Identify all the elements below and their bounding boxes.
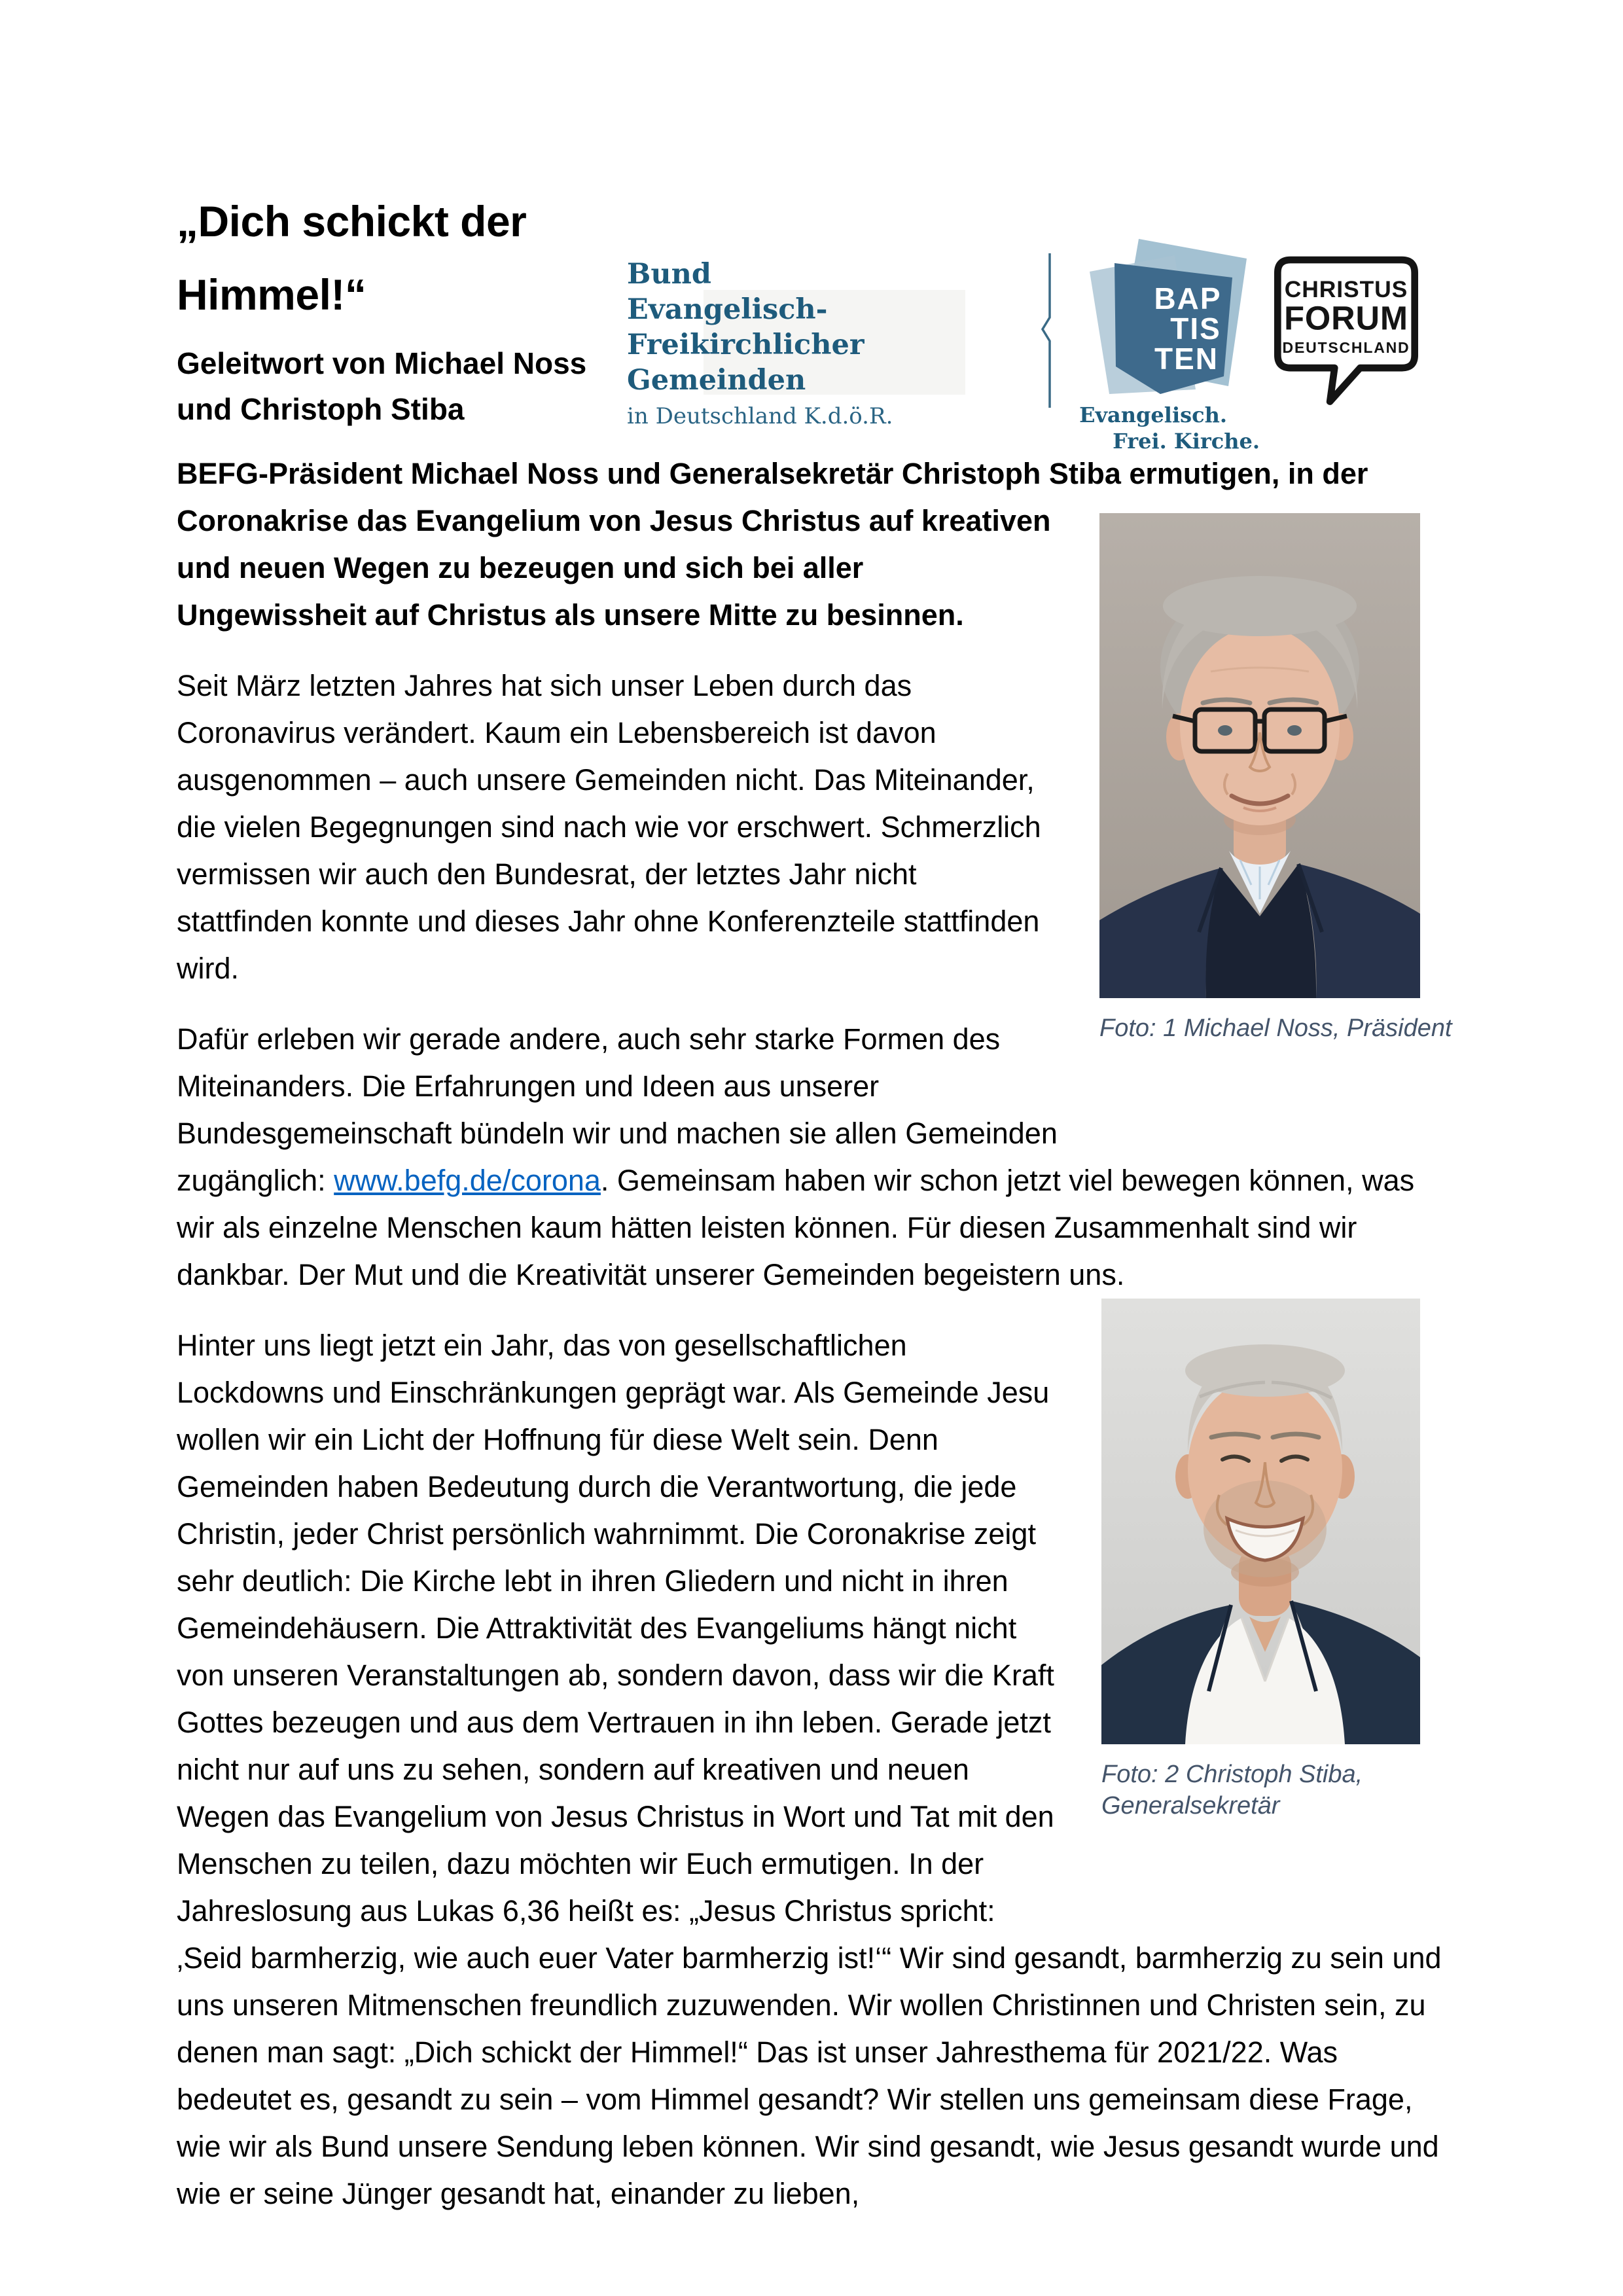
befg-corona-link[interactable]: www.befg.de/corona xyxy=(334,1164,601,1197)
paragraph-miteinander-post: . Gemeinsam haben wir schon jetzt viel bewegen können, was wir als einzelne Menschen kaum hätten leisten können. Für diesen Zusammenhalt sind wir dankbar. Der Mut und die Kreativität unserer Gemeinden begeistern uns. xyxy=(177,1164,1415,1291)
baptisten-word2: TIS xyxy=(1170,312,1221,346)
christus-forum-line3: DEUTSCHLAND xyxy=(1282,339,1410,357)
baptisten-word1: BAP xyxy=(1154,281,1222,315)
article-body xyxy=(177,450,1452,2241)
michael-noss-photo xyxy=(1099,513,1420,998)
figure-michael-noss xyxy=(1099,450,1452,1124)
baptisten-logo-icon xyxy=(1083,236,1260,403)
befg-logo-line1: Bund xyxy=(627,258,711,291)
baptisten-word3: TEN xyxy=(1154,342,1219,376)
subtitle-line2: und Christoph Stiba xyxy=(177,392,465,426)
figure-christoph-stiba xyxy=(1101,1299,1420,1931)
befg-logo-line3: Gemeinden xyxy=(627,364,806,397)
page-title-line2: Himmel!“ xyxy=(177,270,366,319)
lead-text: BEFG-Präsident Michael Noss und Generalsekretär Christoph Stiba ermutigen, in der Coronakrise das Evangelium von Jesus Christus auf kreativen und neuen Wegen zu bezeugen und sich bei aller Ungewissheit auf Christus als unsere Mitte zu besinnen. xyxy=(177,457,1368,632)
page-title xyxy=(177,185,622,331)
paragraph-miteinander-pre: Dafür erleben wir gerade andere, auch sehr starke Formen des Miteinanders. Die Erfahrungen und Ideen aus unserer Bundesgemeinschaft bündeln wir und machen sie allen Gemeinden zugänglich: xyxy=(177,1022,1058,1197)
page-title-line1: „Dich schickt der xyxy=(177,197,527,245)
logo-divider-icon xyxy=(1041,252,1054,412)
befg-logo xyxy=(627,257,993,431)
befg-logo-line4: in Deutschland K.d.ö.R. xyxy=(627,403,893,429)
subtitle-line1: Geleitwort von Michael Noss xyxy=(177,346,587,380)
paragraph-corona-text: Seit März letzten Jahres hat sich unser Leben durch das Coronavirus verändert. Kaum ein Lebensbereich ist davon ausgenommen – auch unsere Gemeinden nicht. Das Miteinander, die vielen Begegnungen sind nach wie vor erschwert. Schmerzlich vermissen wir auch den Bundesrat, der letztes Jahr nicht stattfinden konnte und dieses Jahr ohne Konferenzteile stattfinden wird. xyxy=(177,669,1041,985)
photo-caption-christoph-stiba: Foto: 2 Christoph Stiba, Generalsekretär xyxy=(1101,1761,1363,1820)
christoph-stiba-photo xyxy=(1101,1299,1420,1744)
befg-logo-line2: Evangelisch-Freikirchlicher xyxy=(627,293,865,361)
paragraph-jahresthema-text: Hinter uns liegt jetzt ein Jahr, das von gesellschaftlichen Lockdowns und Einschränkungen geprägt war. Als Gemeinde Jesu wollen wir ein Licht der Hoffnung für diese Welt sein. Denn Gemeinden haben Bedeutung durch die Verantwortung, die jede Christin, jeder Christ persönlich wahrnimmt. Die Coronakrise zeigt sehr deutlich: Die Kirche lebt in ihren Gliedern und nicht in ihren Gemeindehäusern. Die Attraktivität des Evangeliums hängt nicht von unseren Veranstaltungen ab, sondern davon, dass wir die Kraft Gottes bezeugen und aus dem Vertrauen in ihn leben. Gerade jetzt nicht nur auf uns zu sehen, sondern auf kreativen und neuen Wegen das Evangelium von Jesus Christus in Wort und Tat mit den Menschen zu teilen, dazu möchten wir Euch ermutigen. In der Jahreslosung aus Lukas 6,36 heißt es: „Jesus Christus spricht: ‚Seid barmherzig, wie auch euer Vater barmherzig ist!‘“ Wir sind gesandt, barmherzig zu sein und uns unseren Mitmenschen freundlich zuzuwenden. Wir wollen Christinnen und Christen sein, zu denen man sagt: „Dich schickt der Himmel!“ Das ist unser Jahresthema für 2021/22. Was bedeutet es, gesandt zu sein – vom Himmel gesandt? Wir stellen uns gemeinsam diese Frage, wie wir als Bund unsere Sendung leben können. Wir sind gesandt, wie Jesus gesandt wurde und wie er seine Jünger gesandt hat, einander zu lieben, xyxy=(177,1329,1442,2210)
baptisten-tagline-line2: Frei. Kirche. xyxy=(1113,429,1260,454)
christus-forum-line1: CHRISTUS xyxy=(1284,276,1408,302)
christus-forum-logo-icon xyxy=(1273,255,1419,413)
subtitle xyxy=(177,340,622,432)
baptisten-tagline xyxy=(1063,402,1260,454)
baptisten-tagline-line1: Evangelisch. xyxy=(1079,403,1227,427)
christus-forum-line2: FORUM xyxy=(1284,299,1408,337)
photo-caption-michael-noss: Foto: 1 Michael Noss, Präsident xyxy=(1099,1014,1452,1042)
